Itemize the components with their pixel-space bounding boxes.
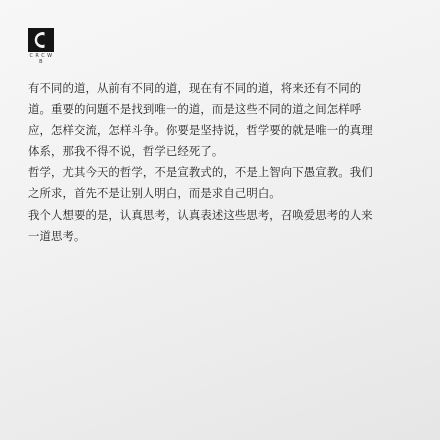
- text-line: 我个人想要的是，认真思考，认真表述这些思考，召唤爱思考的人来: [28, 207, 373, 222]
- paragraph: [28, 205, 388, 247]
- text-line: 体系，那我不得不说，哲学已经死了。: [28, 144, 224, 159]
- text-line: 道。重要的问题不是找到唯一的道，而是这些不同的道之间怎样呼: [28, 102, 362, 117]
- c-shape-logo-icon: [28, 28, 54, 52]
- text-line: 一道思考。: [28, 228, 86, 243]
- essay-text: [28, 78, 388, 247]
- paragraph: [28, 162, 388, 204]
- text-line: 有不同的道，从前有不同的道，现在有不同的道，将来还有不同的: [28, 81, 362, 95]
- text-line: 之所求，首先不是让别人明白，而是求自己明白。: [28, 186, 281, 201]
- logo-caption: C R C W B: [29, 53, 53, 65]
- text-line: 哲学，尤其今天的哲学，不是宣教式的，不是上智向下愚宣教。我们: [28, 165, 373, 180]
- text-line: 应，怎样交流，怎样斗争。你要是坚持说，哲学要的就是唯一的真理: [28, 123, 373, 138]
- paragraph: [28, 78, 388, 162]
- brand-logo: [28, 28, 54, 65]
